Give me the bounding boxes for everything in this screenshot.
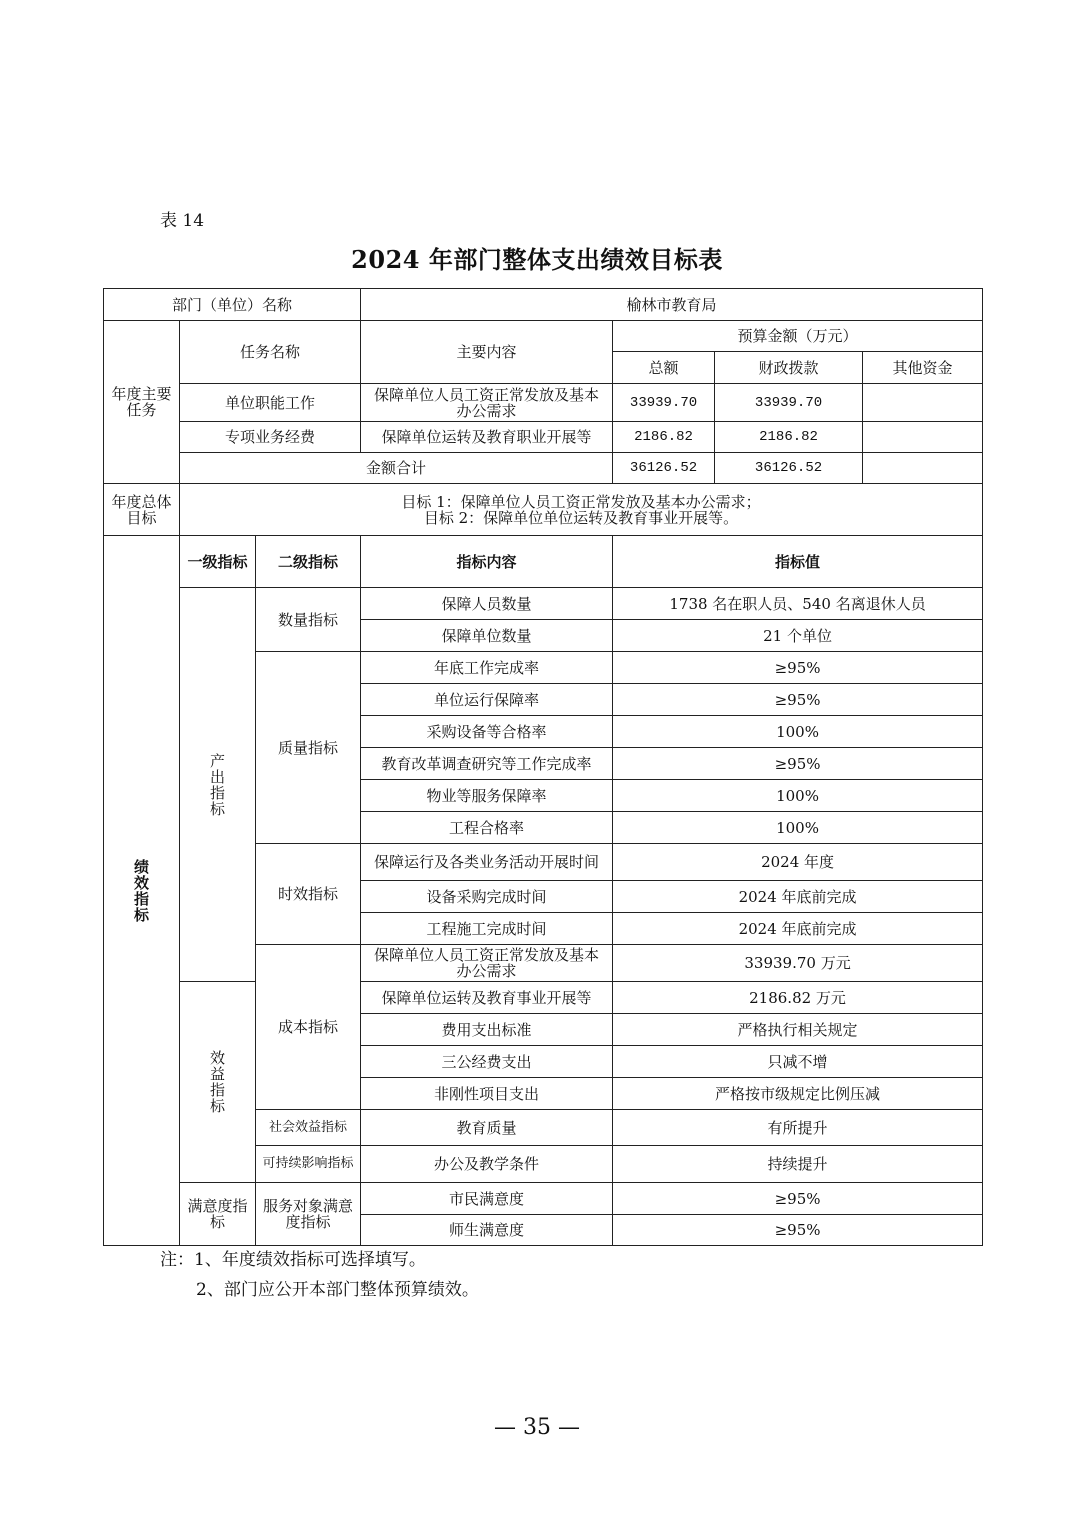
page-title: 2024 年部门整体支出绩效目标表 [351,245,723,274]
tasks-section-label: 年度主要任务 [104,321,180,484]
table-number-label: 表 14 [160,211,205,231]
task-row [104,422,983,453]
task-content: 保障单位人员工资正常发放及基本办公需求 [361,384,613,422]
level2-sustainable: 可持续影响指标 [256,1146,361,1183]
indicator-content: 师生满意度 [361,1215,613,1246]
indicator-value: 100% [613,716,983,748]
indicator-content: 教育改革调查研究等工作完成率 [361,748,613,780]
indicator-content: 保障人员数量 [361,588,613,620]
level1-output [180,588,256,982]
indicator-content: 教育质量 [361,1110,613,1146]
unit-value: 榆林市教育局 [361,289,983,321]
indicator-content: 年底工作完成率 [361,652,613,684]
indicator-value: ≥95% [613,684,983,716]
task-content: 保障单位运转及教育职业开展等 [361,422,613,453]
indicators-section-label [104,536,180,1246]
level1-benefit [180,982,256,1183]
indicator-value: 1738 名在职人员、540 名离退休人员 [613,588,983,620]
goal-line: 目标 2：保障单位单位运转及教育事业开展等。 [423,508,739,527]
indicator-content: 保障单位运转及教育事业开展等 [361,982,613,1014]
tasks-sum-label: 金额合计 [180,453,613,484]
indicators-section-text: 绩效指标 [134,857,150,924]
tasks-col-other: 其他资金 [863,352,983,384]
indicator-value: 2024 年度 [613,844,983,881]
indicator-content: 市民满意度 [361,1183,613,1215]
page-number: — 35 — [494,1415,580,1440]
tasks-sum-fiscal: 36126.52 [715,453,863,484]
tasks-budget-header: 预算金额（万元） [613,321,983,352]
tasks-sum-total: 36126.52 [613,453,715,484]
level1-satisfaction: 满意度指标 [180,1183,256,1246]
tasks-col-fiscal: 财政拨款 [715,352,863,384]
indicator-content: 物业等服务保障率 [361,780,613,812]
header-value: 指标值 [613,536,983,588]
level1-benefit-text: 效益指标 [210,1049,226,1115]
indicator-value: ≥95% [613,652,983,684]
indicator-content: 费用支出标准 [361,1014,613,1046]
tasks-col-content: 主要内容 [361,321,613,384]
unit-label: 部门（单位）名称 [104,289,361,321]
task-total: 2186.82 [613,422,715,453]
indicator-content: 三公经费支出 [361,1046,613,1078]
tasks-col-name: 任务名称 [180,321,361,384]
indicators-header-row [104,536,983,588]
indicator-content: 工程施工完成时间 [361,913,613,945]
level1-output-text: 产出指标 [210,751,226,818]
footnote-1: 注：1、年度绩效指标可选择填写。 [160,1250,426,1270]
indicator-content: 非刚性项目支出 [361,1078,613,1110]
indicator-row [104,1183,983,1215]
goals-row [104,484,983,536]
indicator-value: ≥95% [613,1215,983,1246]
task-total: 33939.70 [613,384,715,422]
header-content: 指标内容 [361,536,613,588]
task-name: 单位职能工作 [180,384,361,422]
goals-content [180,484,983,536]
level2-timeliness: 时效指标 [256,844,361,945]
task-fiscal: 2186.82 [715,422,863,453]
task-fiscal: 33939.70 [715,384,863,422]
indicator-content: 设备采购完成时间 [361,881,613,913]
performance-target-table [103,288,983,1246]
indicator-value: 100% [613,812,983,844]
level2-service: 服务对象满意度指标 [256,1183,361,1246]
indicator-row [104,982,983,1014]
level2-quality: 质量指标 [256,652,361,844]
indicator-value: 2024 年底前完成 [613,881,983,913]
tasks-sum-row [104,453,983,484]
indicator-value: ≥95% [613,748,983,780]
indicator-value: 2186.82 万元 [613,982,983,1014]
indicator-content: 工程合格率 [361,812,613,844]
goal-line: 目标 1：保障单位人员工资正常发放及基本办公需求； [401,492,761,511]
indicator-content: 单位运行保障率 [361,684,613,716]
indicator-content: 保障单位数量 [361,620,613,652]
indicator-value: 持续提升 [613,1146,983,1183]
indicator-value: 2024 年底前完成 [613,913,983,945]
level2-social: 社会效益指标 [256,1110,361,1146]
header-level2: 二级指标 [256,536,361,588]
indicator-value: 21 个单位 [613,620,983,652]
indicator-value: 33939.70 万元 [613,945,983,982]
unit-row [104,289,983,321]
task-other [863,422,983,453]
tasks-col-total: 总额 [613,352,715,384]
indicator-content: 采购设备等合格率 [361,716,613,748]
indicator-content: 保障单位人员工资正常发放及基本办公需求 [361,945,613,982]
level2-cost: 成本指标 [256,945,361,1110]
header-level1: 一级指标 [180,536,256,588]
goals-label: 年度总体目标 [104,484,180,536]
indicator-value: 100% [613,780,983,812]
indicator-content: 保障运行及各类业务活动开展时间 [361,844,613,881]
tasks-sum-other [863,453,983,484]
tasks-header-row [104,321,983,352]
indicator-row [104,588,983,620]
indicator-value: ≥95% [613,1183,983,1215]
task-name: 专项业务经费 [180,422,361,453]
indicator-content: 办公及教学条件 [361,1146,613,1183]
indicator-value: 严格按市级规定比例压减 [613,1078,983,1110]
task-row [104,384,983,422]
indicator-value: 只减不增 [613,1046,983,1078]
footnote-2: 2、部门应公开本部门整体预算绩效。 [196,1280,479,1300]
task-other [863,384,983,422]
indicator-value: 严格执行相关规定 [613,1014,983,1046]
indicator-value: 有所提升 [613,1110,983,1146]
level2-quantity: 数量指标 [256,588,361,652]
